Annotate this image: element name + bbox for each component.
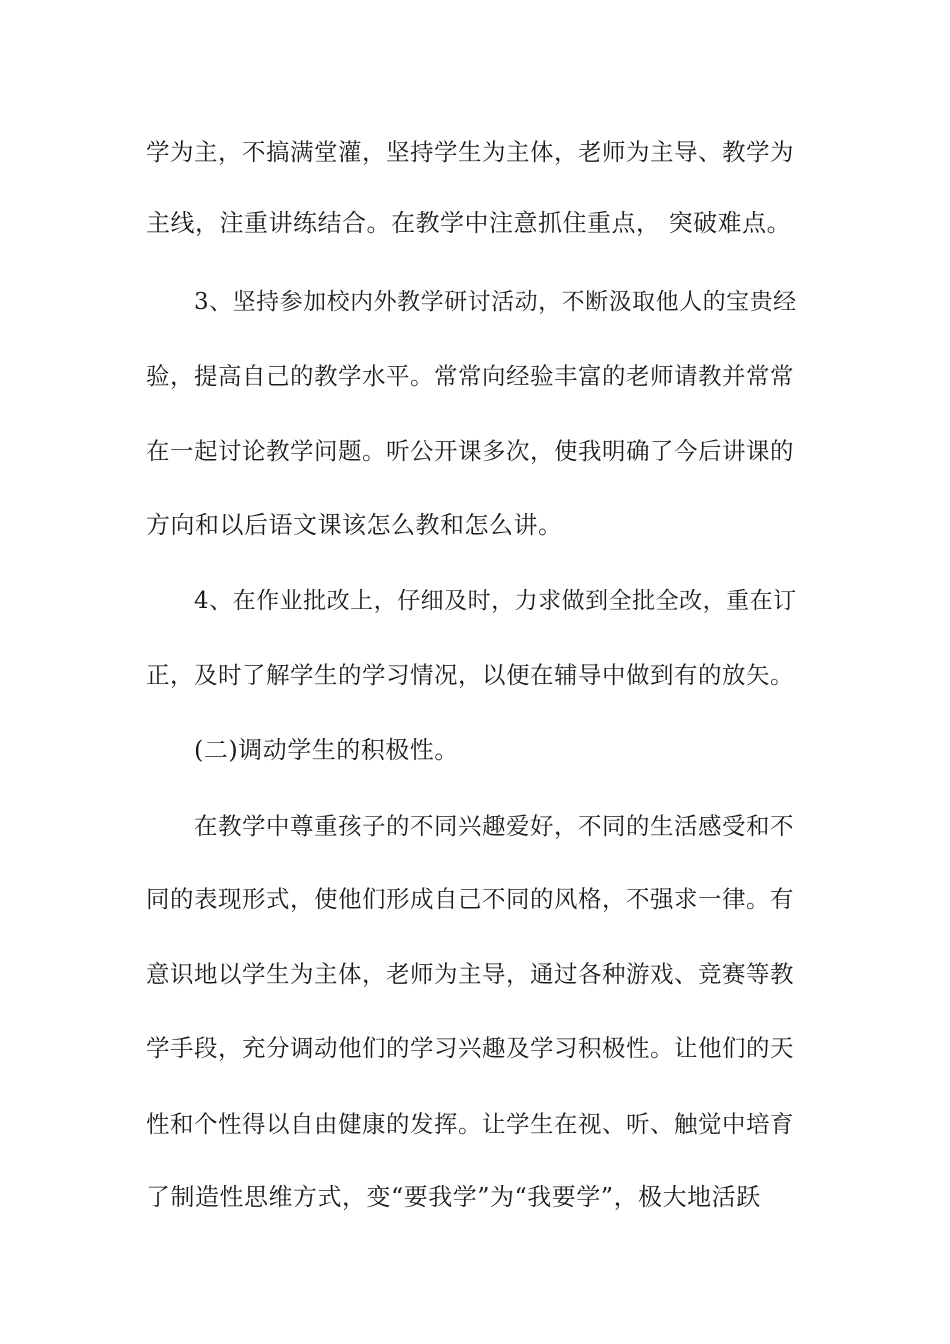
text-line: 方向和以后语文课该怎么教和怎么讲。 — [146, 511, 563, 539]
text-line: 在一起讨论教学问题。听公开课多次，使我明确了今后讲课的 — [146, 437, 794, 465]
paragraph-first-line: 在教学中尊重孩子的不同兴趣爱好，不同的生活感受和不 — [194, 812, 794, 840]
text-line: 意识地以学生为主体，老师为主导，通过各种游戏、竞赛等教 — [146, 960, 794, 988]
section-heading: (二)调动学生的积极性。 — [194, 736, 459, 764]
text-line: 验，提高自己的教学水平。常常向经验丰富的老师请教并常常 — [146, 362, 794, 390]
text-line: 主线，注重讲练结合。在教学中注意抓住重点， 突破难点。 — [146, 209, 792, 237]
text-line: 学手段，充分调动他们的学习兴趣及学习积极性。让他们的天 — [146, 1034, 794, 1062]
text-line: 正，及时了解学生的学习情况，以便在辅导中做到有的放矢。 — [146, 661, 794, 689]
paragraph-item-3-line: 3、坚持参加校内外教学研讨活动，不断汲取他人的宝贵经 — [194, 289, 797, 315]
text-line: 了制造性思维方式，变“要我学”为“我要学”，极大地活跃 — [146, 1183, 761, 1211]
paragraph-item-4-line: 4、在作业批改上，仔细及时，力求做到全批全改，重在订 — [194, 588, 797, 614]
text-line: 同的表现形式，使他们形成自己不同的风格，不强求一律。有 — [146, 885, 794, 913]
text-line: 学为主，不搞满堂灌，坚持学生为主体，老师为主导、教学为 — [146, 138, 794, 166]
text-line: 性和个性得以自由健康的发挥。让学生在视、听、触觉中培育 — [146, 1110, 794, 1138]
